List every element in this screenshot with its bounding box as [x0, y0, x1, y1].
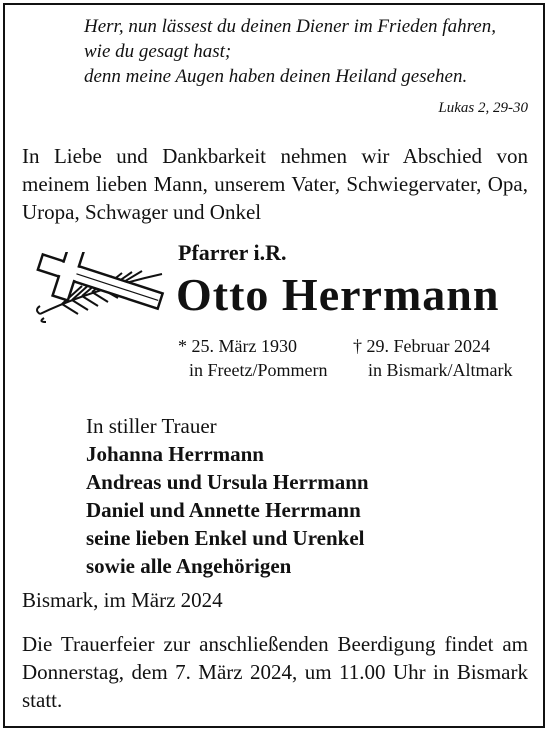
- bible-verse: [84, 14, 528, 89]
- mourner-name: sowie alle Angehörigen: [86, 554, 292, 578]
- deceased-name: Otto Herrmann: [176, 269, 500, 320]
- intro-text: In Liebe und Dankbarkeit nehmen wir Abschied von meinem lieben Mann, unserem Vater, Schwiegervater, Opa, Uropa, Schwager und Onkel: [22, 144, 528, 224]
- verse-line: denn meine Augen haben deinen Heiland gesehen.: [84, 66, 468, 87]
- funeral-notice: Die Trauerfeier zur anschließenden Beerdigung findet am Donnerstag, dem 7. März 2024, um 11.00 Uhr in Bismark statt.: [22, 632, 528, 712]
- cross-with-palm-branch-icon: [30, 252, 168, 326]
- mourner-name: Andreas und Ursula Herrmann: [86, 470, 369, 494]
- verse-reference: Lukas 2, 29-30: [438, 100, 528, 116]
- verse-line: Herr, nun lässest du deinen Diener im Frieden fahren,: [84, 16, 496, 37]
- birth-place: in Freetz/Pommern: [189, 360, 328, 380]
- death-info: [353, 334, 512, 382]
- deceased-title: Pfarrer i.R.: [178, 240, 287, 265]
- mourners-block: [86, 412, 369, 580]
- mourning-heading: In stiller Trauer: [86, 414, 217, 438]
- death-date: † 29. Februar 2024: [353, 336, 490, 356]
- place-and-date: Bismark, im März 2024: [22, 588, 223, 612]
- death-place: in Bismark/Altmark: [368, 360, 513, 380]
- birth-info: [178, 334, 327, 382]
- mourner-name: Johanna Herrmann: [86, 442, 264, 466]
- mourner-name: seine lieben Enkel und Urenkel: [86, 526, 365, 550]
- verse-line: wie du gesagt hast;: [84, 41, 232, 62]
- mourner-name: Daniel und Annette Herrmann: [86, 498, 361, 522]
- birth-date: * 25. März 1930: [178, 336, 297, 356]
